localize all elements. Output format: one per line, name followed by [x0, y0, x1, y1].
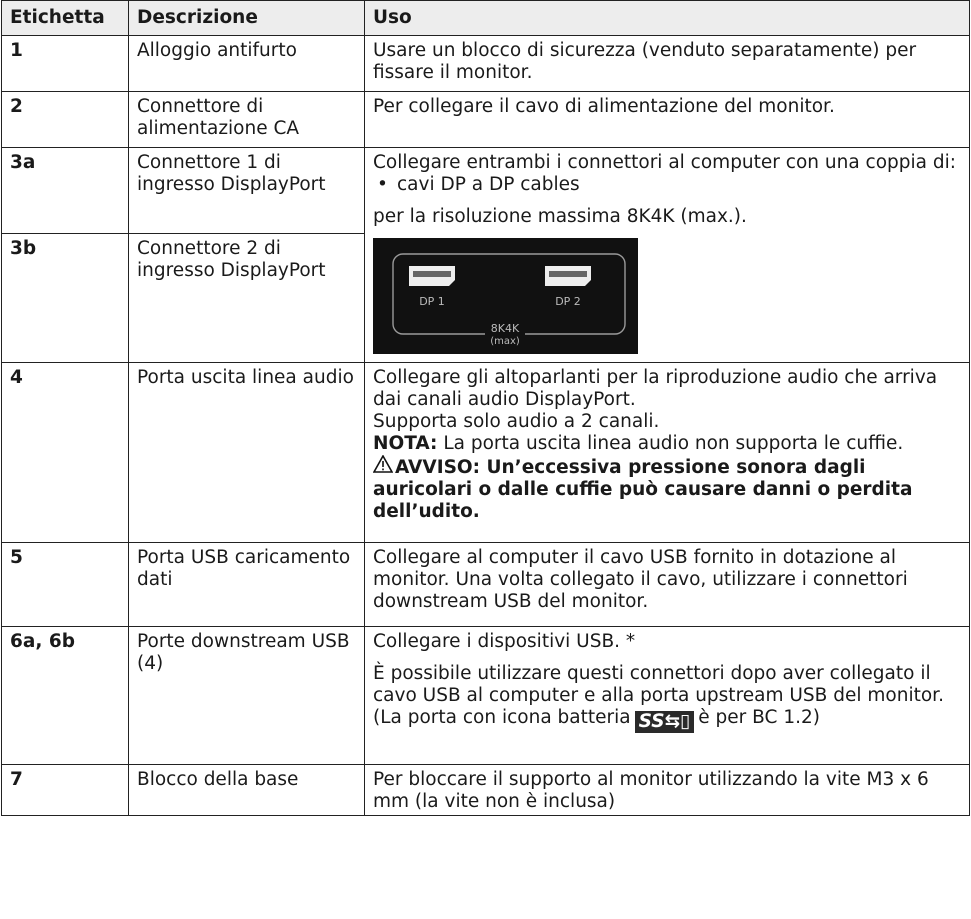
audio-channels-text: Supporta solo audio a 2 canali.	[373, 411, 660, 432]
row-description: Blocco della base	[129, 765, 365, 816]
dp1-label: DP 1	[419, 295, 445, 308]
row-label: 7	[2, 765, 129, 816]
row-use	[365, 363, 970, 543]
table-row	[2, 543, 970, 627]
row-label: 1	[2, 36, 129, 92]
header-label: Etichetta	[2, 1, 129, 36]
table-row	[2, 92, 970, 148]
bc-note-start: (La porta con icona batteria	[373, 707, 631, 728]
res-sub-label: (max)	[490, 336, 520, 347]
row-description: Connettore 1 di ingresso DisplayPort	[129, 148, 365, 234]
row-use	[365, 627, 970, 765]
row-use: Collegare al computer il cavo USB fornito in dotazione al monitor. Una volta collegato il cavo, utilizzare i connettori downstream USB del monitor.	[365, 543, 970, 627]
usb-use-text: Collegare i dispositivi USB. *	[373, 631, 636, 652]
table-row	[2, 36, 970, 92]
ports-table	[1, 0, 970, 816]
row-description: Connettore di alimentazione CA	[129, 92, 365, 148]
warning-text: AVVISO: Un’eccessiva pressione sonora dagli auricolari o dalle cuffie può causare danni o perdita dell’udito.	[373, 457, 913, 522]
bc-note-end: è per BC 1.2)	[698, 707, 820, 728]
dp2-label: DP 2	[555, 295, 581, 308]
row-description: Connettore 2 di ingresso DisplayPort	[129, 233, 365, 362]
row-label: 3b	[2, 233, 129, 362]
note-text: La porta uscita linea audio non supporta le cuffie.	[437, 433, 904, 454]
row-description: Porte downstream USB (4)	[129, 627, 365, 765]
battery-usb-icon: SS⇆▯	[635, 711, 695, 733]
row-label: 3a	[2, 148, 129, 234]
row-use	[365, 148, 970, 363]
dp-intro: Collegare entrambi i connettori al computer con una coppia di:	[373, 152, 956, 173]
row-description: Porta uscita linea audio	[129, 363, 365, 543]
row-description: Porta USB caricamento dati	[129, 543, 365, 627]
row-label: 4	[2, 363, 129, 543]
dp-resolution-text: per la risoluzione massima 8K4K (max.).	[373, 206, 747, 227]
header-use: Uso	[365, 1, 970, 36]
warning	[373, 455, 961, 523]
note-label: NOTA:	[373, 433, 438, 454]
res-label: 8K4K	[490, 322, 520, 335]
list-item: • cavi DP a DP cables	[377, 174, 580, 195]
row-use: Usare un blocco di sicurezza (venduto separatamente) per fissare il monitor.	[365, 36, 970, 92]
row-use: Per bloccare il supporto al monitor utilizzando la vite M3 x 6 mm (la vite non è inclusa)	[365, 765, 970, 816]
dp-ports-image	[373, 238, 638, 354]
row-label: 6a, 6b	[2, 627, 129, 765]
table-row	[2, 148, 970, 234]
header-row	[2, 1, 970, 36]
header-description: Descrizione	[129, 1, 365, 36]
row-use: Per collegare il cavo di alimentazione del monitor.	[365, 92, 970, 148]
usb-detail-text: È possibile utilizzare questi connettori dopo aver collegato il cavo USB al computer e alla porta upstream USB del monitor.	[373, 663, 944, 706]
table-row	[2, 363, 970, 543]
row-label: 5	[2, 543, 129, 627]
warning-icon	[373, 455, 393, 473]
table-row	[2, 765, 970, 816]
audio-use-text: Collegare gli altoparlanti per la riproduzione audio che arriva dai canali audio DisplayPort.	[373, 367, 938, 410]
row-description: Alloggio antifurto	[129, 36, 365, 92]
bc-note	[373, 707, 961, 733]
dp-bullet-text: cavi DP a DP cables	[397, 174, 580, 195]
table-row	[2, 627, 970, 765]
row-label: 2	[2, 92, 129, 148]
note	[373, 433, 961, 455]
